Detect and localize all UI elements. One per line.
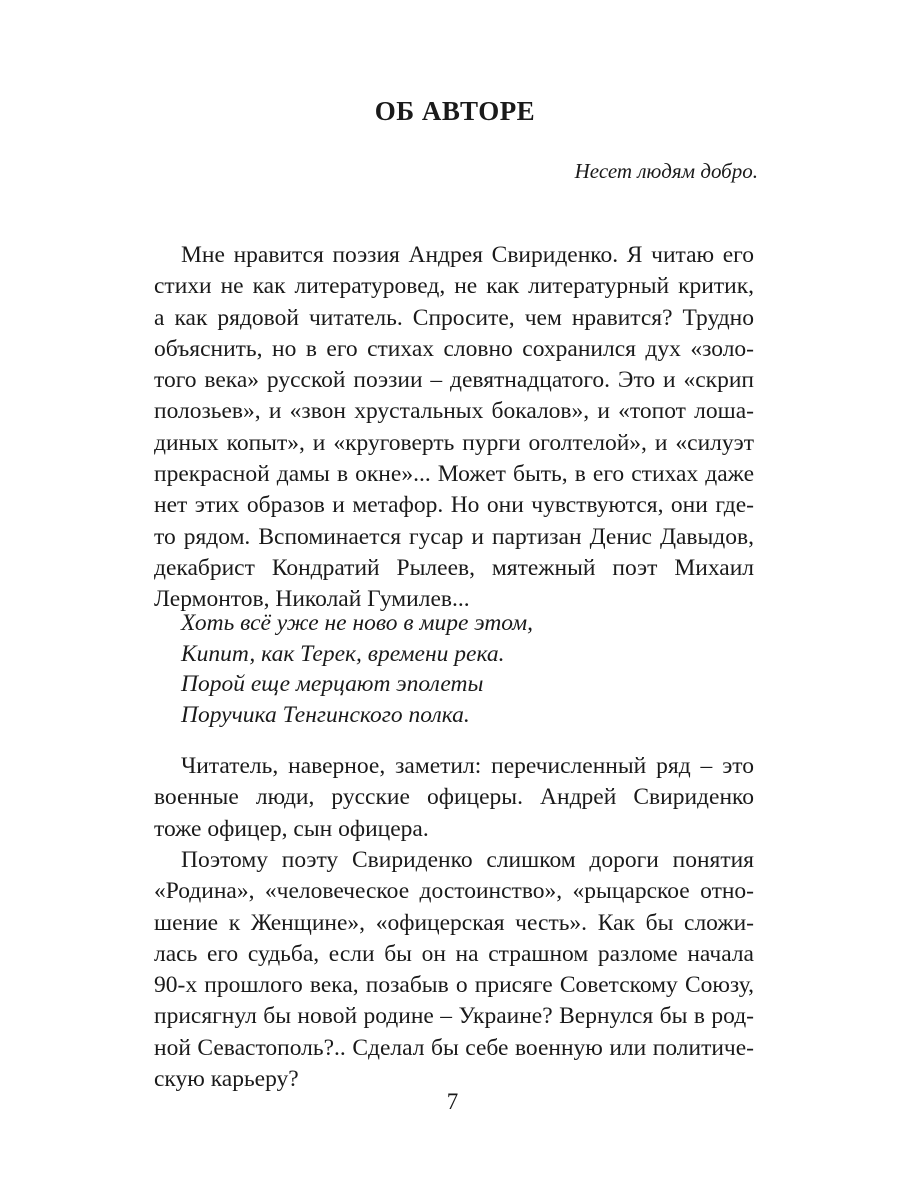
text-line: Мне нравится поэзия Андрея Свириденко. Я читаю его <box>181 242 754 268</box>
text-line: присягнул бы новой родине – Украине? Вернулся бы в род- <box>154 1003 754 1030</box>
text-line: декабрист Кондратий Рылеев, мятежный поэт Михаил <box>154 554 754 581</box>
text-line: Лермонтов, Николай Гумилев... <box>154 586 470 613</box>
text-line: того века» русской поэзии – девятнадцатого. Это и «скрип <box>154 367 754 394</box>
text-line: объяснить, но в его стихах словно сохранился дух «золо- <box>154 335 754 362</box>
verse-line: Порой еще мерцают эполеты <box>181 671 484 697</box>
text-line: нет этих образов и метафор. Но они чувствуются, они где- <box>154 492 754 519</box>
text-line: Поэтому поэту Свириденко слишком дороги понятия <box>181 847 754 873</box>
text-line: а как рядовой читатель. Спросите, чем нравится? Трудно <box>154 304 754 331</box>
epigraph: Несет людям добро. <box>574 159 758 183</box>
text-line: то рядом. Вспоминается гусар и партизан Денис Давыдов, <box>154 523 754 550</box>
text-line: лась его судьба, если бы он на страшном разломе начала <box>154 940 754 967</box>
verse-line: Хоть всё уже не ново в мире этом, <box>181 610 534 636</box>
text-line: диных копыт», и «круговерть пурги оголтелой», и «силуэт <box>154 429 754 456</box>
text-line: ной Севастополь?.. Сделал бы себе военную или политиче- <box>154 1034 754 1061</box>
text-line: скую карьеру? <box>154 1066 299 1093</box>
text-line: шение к Женщине», «офицерская честь». Как бы сложи- <box>154 909 754 936</box>
verse-line: Кипит, как Терек, времени река. <box>181 640 505 667</box>
chapter-title: ОБ АВТОРЕ <box>374 96 536 126</box>
text-line: «Родина», «человеческое достоинство», «рыцарское отно- <box>154 878 754 905</box>
text-line: стихи не как литературовед, не как литературный критик, <box>154 273 754 300</box>
verse-line: Поручика Тенгинского полка. <box>181 701 470 728</box>
paragraph-1 <box>154 240 754 616</box>
text-line: тоже офицер, сын офицера. <box>154 815 429 842</box>
verse-quote <box>181 608 533 730</box>
paragraph-3 <box>154 845 754 1095</box>
paragraph-2 <box>154 751 754 845</box>
text-line: 90-х прошлого века, позабыв о присяге Советскому Союзу, <box>154 972 754 999</box>
text-line: Читатель, наверное, заметил: перечисленный ряд – это <box>181 753 754 779</box>
text-line: военные люди, русские офицеры. Андрей Свириденко <box>154 784 754 811</box>
text-line: полозьев», и «звон хрустальных бокалов», и «топот лоша- <box>154 398 754 425</box>
page-number: 7 <box>446 1089 459 1114</box>
text-line: прекрасной дамы в окне»... Может быть, в его стихах даже <box>154 461 754 488</box>
